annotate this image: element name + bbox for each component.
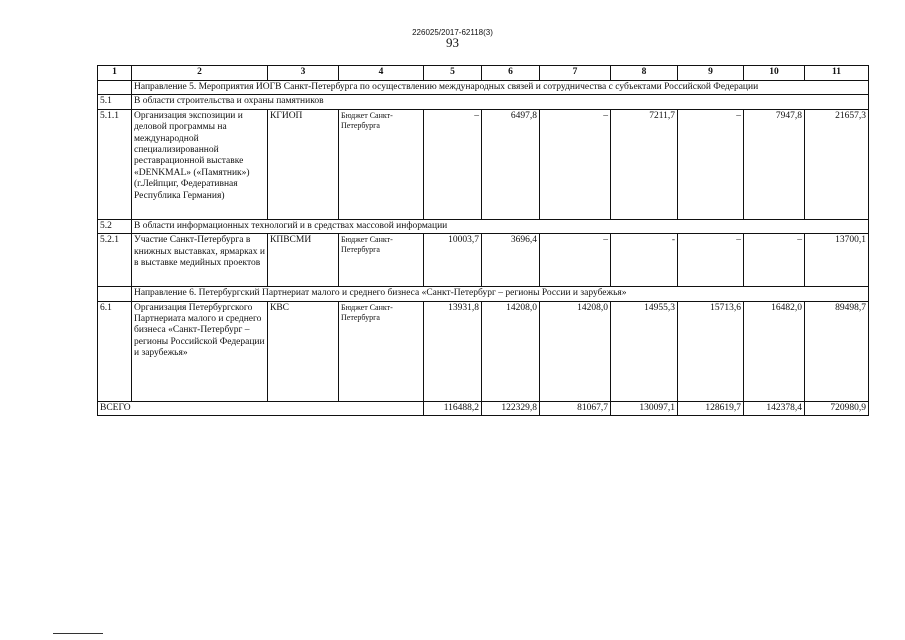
- value-cell: 13931,8: [424, 301, 482, 401]
- total-value: 142378,4: [744, 401, 805, 415]
- value-cell: –: [744, 234, 805, 287]
- section-row: [98, 95, 869, 109]
- empty-cell: [98, 287, 132, 301]
- activity-name: Организация экспозиции и деловой программы на международной специализированной реставрационной выставке «DENKMAL» («Памятник») (г.Лейпциг, Федеративная Республика Германия): [132, 109, 268, 219]
- funding-source: Бюджет Санкт-Петербурга: [339, 234, 424, 287]
- value-cell: -: [611, 234, 678, 287]
- table-row: [98, 109, 869, 219]
- direction-5-title: Направление 5. Мероприятия ИОГВ Санкт-Петербурга по осуществлению международных связей и сотрудничества с субъектами Российской Федерации: [132, 81, 869, 95]
- total-value: 81067,7: [540, 401, 611, 415]
- total-value: 122329,8: [482, 401, 540, 415]
- col-header: 10: [744, 66, 805, 81]
- value-cell: 10003,7: [424, 234, 482, 287]
- value-cell: 89498,7: [805, 301, 869, 401]
- value-cell: 7947,8: [744, 109, 805, 219]
- value-cell: –: [540, 109, 611, 219]
- value-cell: 16482,0: [744, 301, 805, 401]
- value-cell: 6497,8: [482, 109, 540, 219]
- value-cell: 14208,0: [482, 301, 540, 401]
- section-number: 5.2: [98, 219, 132, 233]
- value-cell: –: [678, 234, 744, 287]
- col-header: 2: [132, 66, 268, 81]
- section-number: 5.1: [98, 95, 132, 109]
- row-number: 6.1: [98, 301, 132, 401]
- col-header: 7: [540, 66, 611, 81]
- empty-cell: [98, 81, 132, 95]
- row-number: 5.1.1: [98, 109, 132, 219]
- value-cell: 21657,3: [805, 109, 869, 219]
- col-header: 9: [678, 66, 744, 81]
- total-value: 720980,9: [805, 401, 869, 415]
- section-title: В области строительства и охраны памятников: [132, 95, 869, 109]
- row-number: 5.2.1: [98, 234, 132, 287]
- col-header: 11: [805, 66, 869, 81]
- direction-6-title: Направление 6. Петербургский Партнериат малого и среднего бизнеса «Санкт-Петербург – регионы России и зарубежья»: [132, 287, 869, 301]
- page-number: 93: [446, 35, 459, 50]
- value-cell: 15713,6: [678, 301, 744, 401]
- funding-source: Бюджет Санкт-Петербурга: [339, 301, 424, 401]
- footnote-divider: [53, 633, 103, 634]
- total-value: 130097,1: [611, 401, 678, 415]
- value-cell: 13700,1: [805, 234, 869, 287]
- program-table: [97, 65, 869, 416]
- col-header: 5: [424, 66, 482, 81]
- executor: КПВСМИ: [268, 234, 339, 287]
- table-row: [98, 301, 869, 401]
- total-row: [98, 401, 869, 415]
- col-header: 8: [611, 66, 678, 81]
- value-cell: –: [678, 109, 744, 219]
- table-row: [98, 234, 869, 287]
- value-cell: –: [424, 109, 482, 219]
- col-header: 6: [482, 66, 540, 81]
- value-cell: 14955,3: [611, 301, 678, 401]
- total-value: 116488,2: [424, 401, 482, 415]
- value-cell: 14208,0: [540, 301, 611, 401]
- total-value: 128619,7: [678, 401, 744, 415]
- direction-row: [98, 287, 869, 301]
- executor: КВС: [268, 301, 339, 401]
- value-cell: –: [540, 234, 611, 287]
- document-id: 226025/2017-62118(3): [412, 28, 493, 37]
- value-cell: 3696,4: [482, 234, 540, 287]
- executor: КГИОП: [268, 109, 339, 219]
- total-label: ВСЕГО: [98, 401, 424, 415]
- activity-name: Организация Петербургского Партнериата малого и среднего бизнеса «Санкт-Петербург – регионы Российской Федерации и зарубежья»: [132, 301, 268, 401]
- direction-row: [98, 81, 869, 95]
- section-title: В области информационных технологий и в средствах массовой информации: [132, 219, 869, 233]
- header-row: [98, 66, 869, 81]
- section-row: [98, 219, 869, 233]
- col-header: 4: [339, 66, 424, 81]
- value-cell: 7211,7: [611, 109, 678, 219]
- funding-source: Бюджет Санкт-Петербурга: [339, 109, 424, 219]
- activity-name: Участие Санкт-Петербурга в книжных выставках, ярмарках и в выставке медийных проектов: [132, 234, 268, 287]
- col-header: 3: [268, 66, 339, 81]
- col-header: 1: [98, 66, 132, 81]
